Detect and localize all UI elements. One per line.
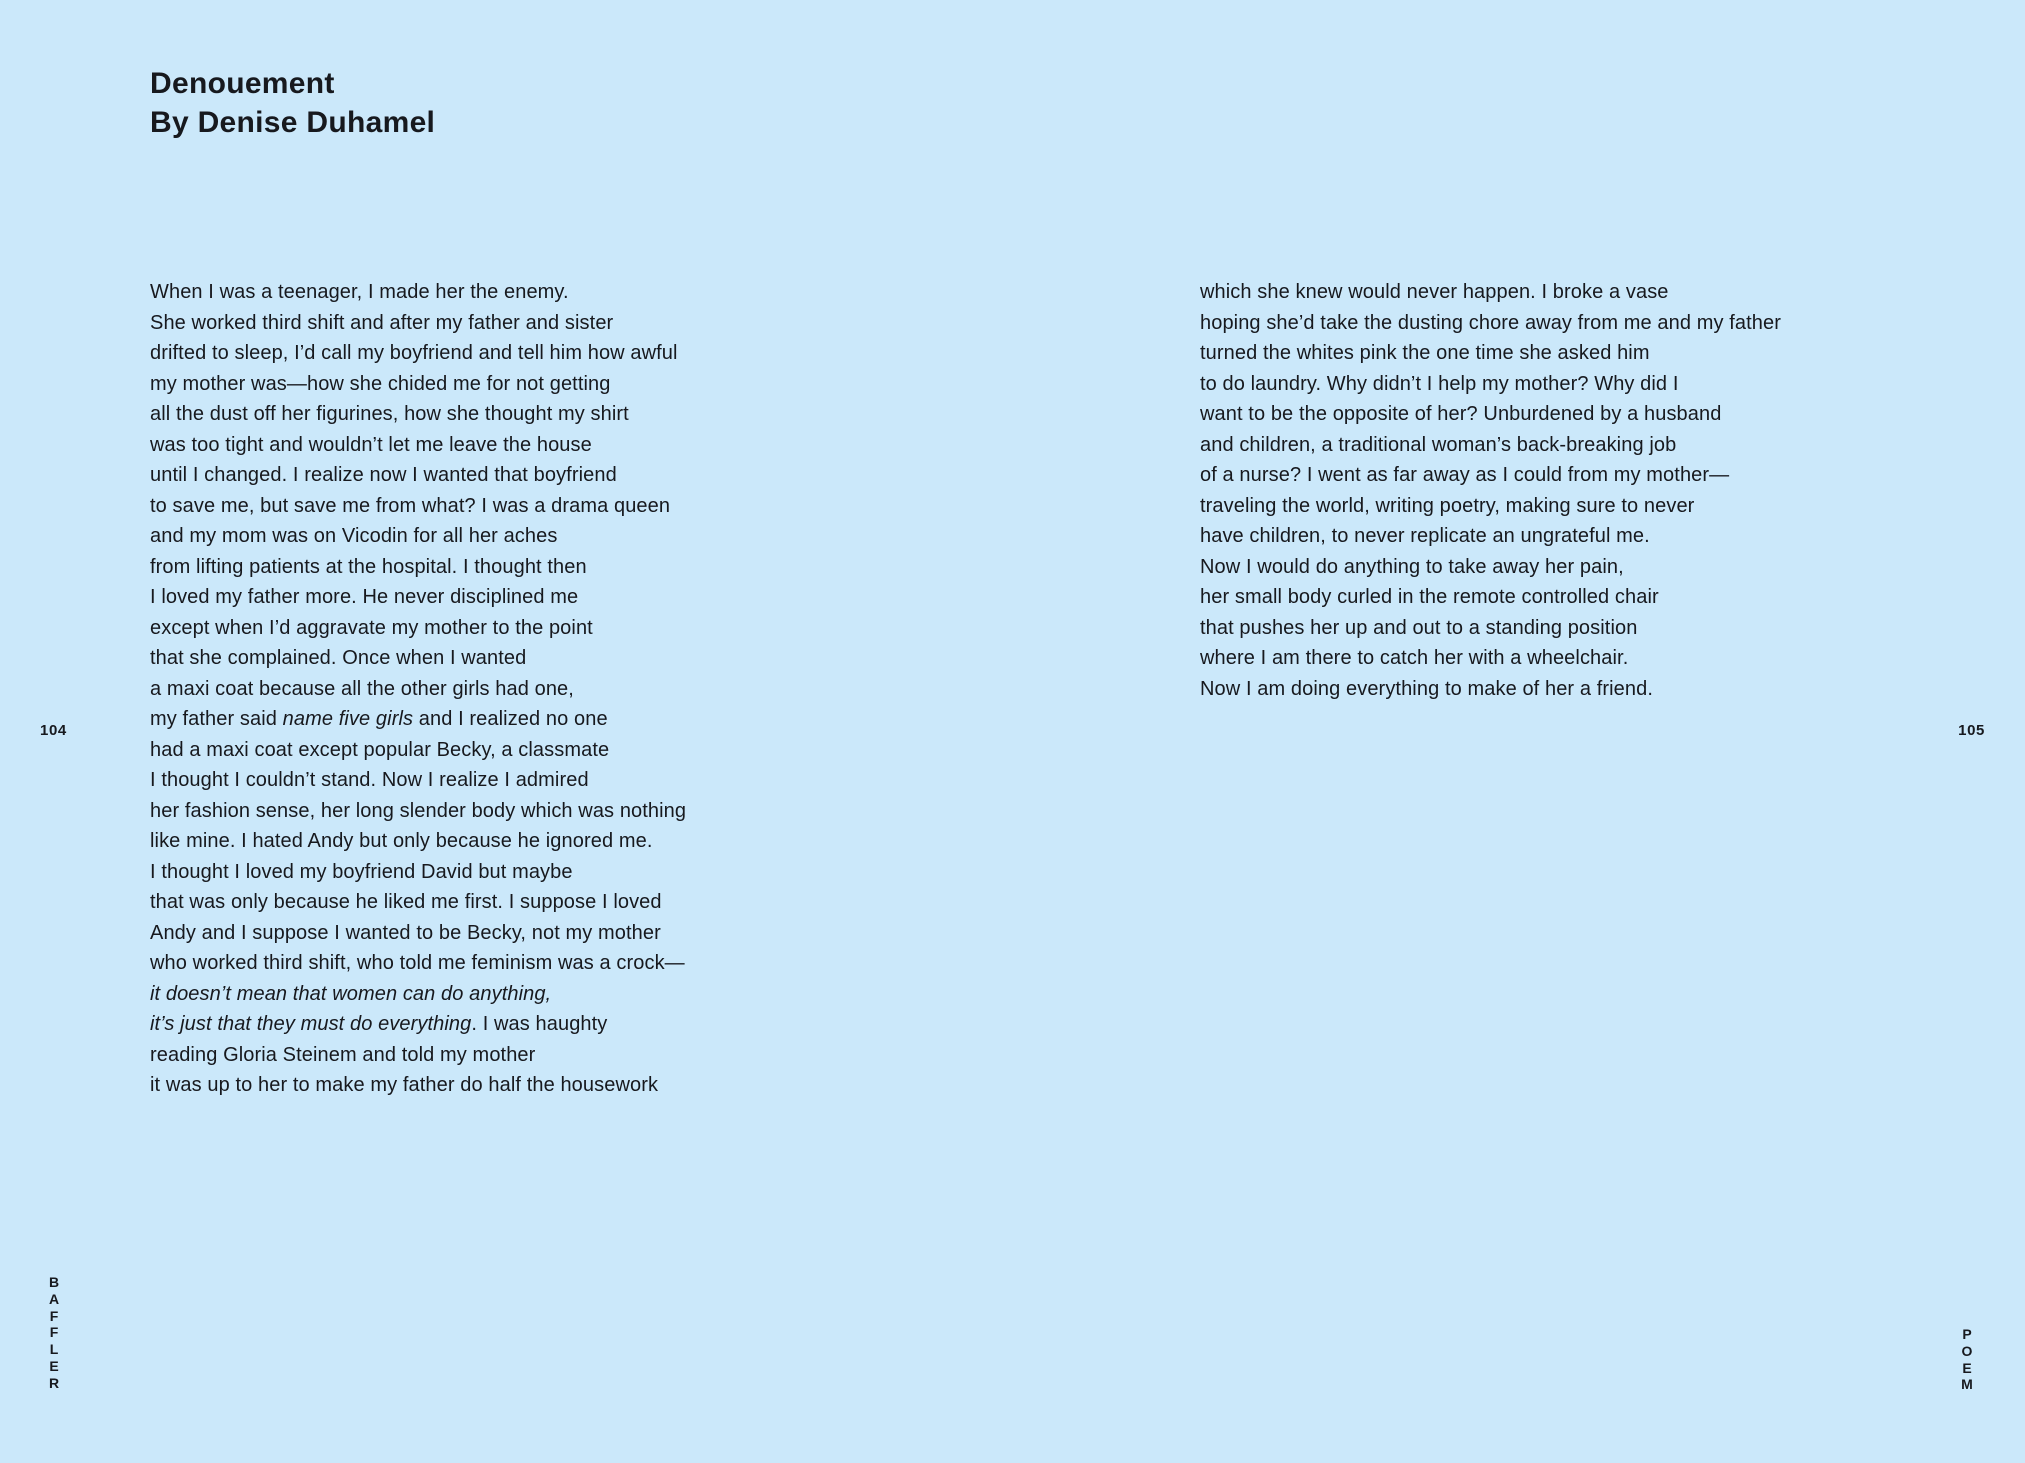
poem-line: reading Gloria Steinem and told my mother — [150, 1043, 536, 1066]
poem-line: and my mom was on Vicodin for all her aches — [150, 525, 558, 547]
poem-line: my father said name five girls and I realized no one — [150, 708, 608, 730]
spine-letter: M — [1961, 1376, 1973, 1393]
poem-title: Denouement — [150, 67, 335, 100]
poem-line: I loved my father more. He never disciplined me — [150, 586, 579, 608]
spine-letter: F — [49, 1307, 59, 1324]
right-poem-column — [1200, 277, 1860, 704]
poem-line: it doesn’t mean that women can do anything, — [150, 982, 552, 1005]
poem-line: When I was a teenager, I made her the enemy. — [150, 281, 569, 303]
poem-line: traveling the world, writing poetry, making sure to never — [1200, 494, 1695, 517]
poem-line: Now I am doing everything to make of her a friend. — [1200, 677, 1654, 700]
poem-line: that she complained. Once when I wanted — [150, 647, 527, 669]
poem-line: like mine. I hated Andy but only because he ignored me. — [150, 830, 653, 852]
poem-line: that was only because he liked me first. I suppose I loved — [150, 891, 662, 913]
poem-line: of a nurse? I went as far away as I could from my mother— — [1200, 464, 1730, 486]
poem-line: my mother was—how she chided me for not getting — [150, 372, 611, 395]
poem-line: I thought I loved my boyfriend David but maybe — [150, 860, 573, 883]
poem-line: have children, to never replicate an ungrateful me. — [1200, 525, 1650, 547]
left-spine-label — [45, 1274, 63, 1392]
poem-line: hoping she’d take the dusting chore away from me and my father — [1200, 311, 1781, 334]
poem-line: Now I would do anything to take away her pain, — [1200, 555, 1624, 578]
right-spine-label — [1958, 1326, 1976, 1393]
left-poem-column — [150, 277, 750, 1101]
poem-line: all the dust off her figurines, how she thought my shirt — [150, 403, 629, 425]
poem-byline: By Denise Duhamel — [150, 106, 436, 139]
spine-letter: B — [48, 1274, 60, 1290]
poem-line: who worked third shift, who told me feminism was a crock— — [150, 952, 685, 974]
poem-line: want to be the opposite of her? Unburdened by a husband — [1200, 403, 1722, 425]
poem-line: that pushes her up and out to a standing position — [1200, 616, 1638, 639]
spine-letter: F — [49, 1324, 59, 1341]
poem-line: and children, a traditional woman’s back-breaking job — [1200, 433, 1677, 456]
poem-header — [150, 64, 435, 142]
poem-line: it’s just that they must do everything. I was haughty — [150, 1013, 608, 1035]
poem-line: it was up to her to make my father do half the housework — [150, 1074, 659, 1096]
poem-line: her fashion sense, her long slender body which was nothing — [150, 799, 687, 822]
poem-line: to do laundry. Why didn’t I help my mother? Why did I — [1200, 372, 1679, 395]
poem-line: until I changed. I realize now I wanted that boyfriend — [150, 464, 617, 486]
left-page-number: 104 — [40, 722, 67, 739]
poem-line: had a maxi coat except popular Becky, a classmate — [150, 738, 610, 761]
poem-line: her small body curled in the remote controlled chair — [1200, 586, 1659, 608]
poem-line: turned the whites pink the one time she asked him — [1200, 342, 1650, 364]
spine-letter: E — [49, 1357, 59, 1374]
spine-letter: R — [48, 1374, 60, 1391]
spine-letter: E — [1962, 1359, 1972, 1376]
poem-line: except when I’d aggravate my mother to the point — [150, 616, 593, 639]
poem-line: was too tight and wouldn’t let me leave the house — [150, 433, 592, 456]
right-page-number: 105 — [1958, 722, 1985, 739]
poem-line: I thought I couldn’t stand. Now I realize I admired — [150, 769, 589, 791]
spine-letter: P — [1962, 1326, 1972, 1342]
poem-line: where I am there to catch her with a wheelchair. — [1200, 647, 1629, 669]
poem-line: drifted to sleep, I’d call my boyfriend and tell him how awful — [150, 342, 678, 364]
spine-letter: A — [48, 1290, 60, 1307]
poem-line: She worked third shift and after my father and sister — [150, 311, 614, 334]
poem-line: a maxi coat because all the other girls had one, — [150, 677, 574, 700]
poem-line: from lifting patients at the hospital. I thought then — [150, 555, 587, 578]
poem-line: Andy and I suppose I wanted to be Becky, not my mother — [150, 921, 661, 944]
poem-line: which she knew would never happen. I broke a vase — [1200, 281, 1669, 303]
spine-letter: L — [49, 1341, 59, 1358]
poem-line: to save me, but save me from what? I was a drama queen — [150, 494, 671, 517]
spine-letter: O — [1961, 1342, 1973, 1359]
